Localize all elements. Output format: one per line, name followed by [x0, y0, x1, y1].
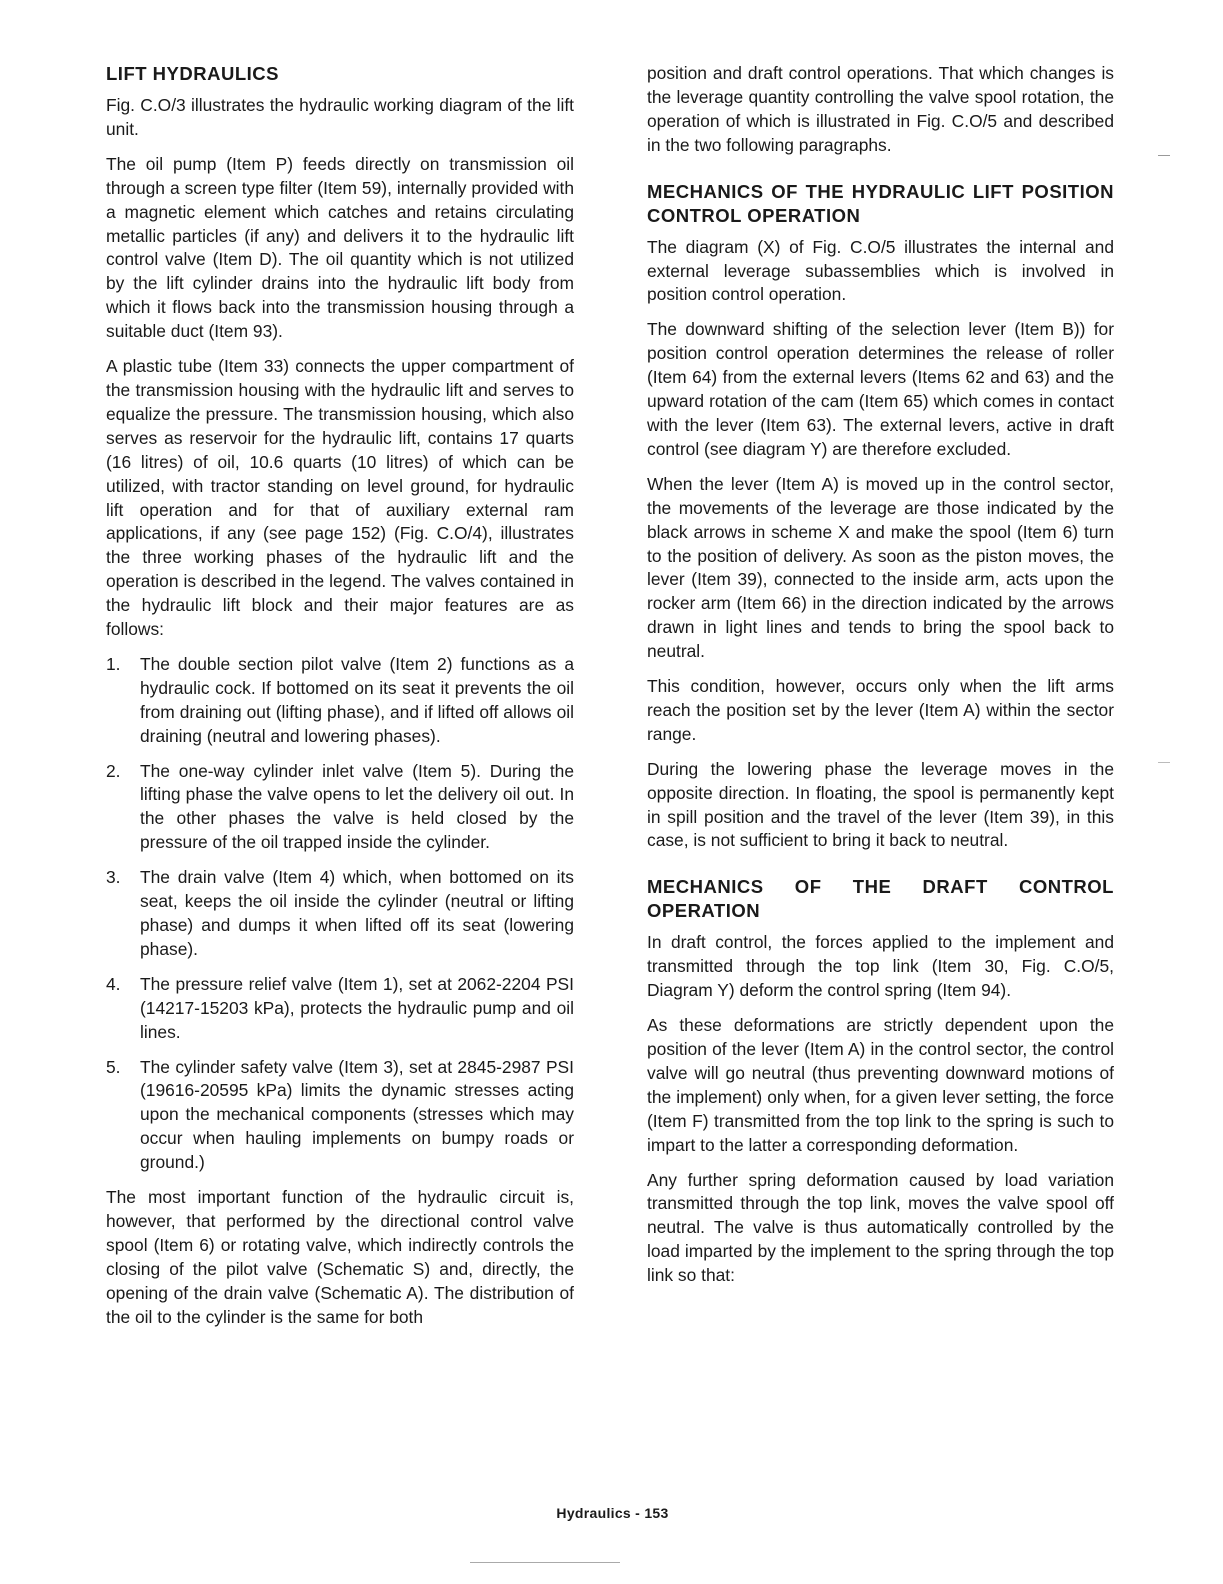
paragraph: The most important function of the hydraulic circuit is, however, that performed by the directional control valve spool (Item 6) or rotating valve, which indirectly controls the closing of the pilot valve (Schematic S) and, directly, the opening of the drain valve (Schematic A). The distribution of the oil to the cylinder is the same for both: [106, 1187, 574, 1327]
page-footer: [0, 1505, 1223, 1521]
paragraph: The oil pump (Item P) feeds directly on transmission oil through a screen type filter (Item 59), internally provided with a magnetic element which catches and retains circulating metallic particles (if any) and delivers it to the hydraulic lift control valve (Item D). The oil quantity which is not utilized by the lift cylinder drains into the hydraulic lift body from which it flows back into the transmission housing through a suitable duct (Item 93).: [106, 153, 574, 342]
list-number: 3.: [106, 867, 121, 888]
list-item: [106, 1056, 574, 1176]
scan-artifact: [1158, 155, 1170, 156]
paragraph: This condition, however, occurs only when the lift arms reach the position set by the lever (Item A) within the sector range.: [647, 676, 1114, 744]
scan-artifact: [1158, 762, 1170, 763]
list-text: The drain valve (Item 4) which, when bottomed on its seat, keeps the oil inside the cylinder (neutral or lifting phase) and dumps it when lifted off its seat (lowering phase).: [140, 867, 574, 959]
page-number-label: Hydraulics - 153: [556, 1505, 669, 1521]
paragraph: The diagram (X) of Fig. C.O/5 illustrates the internal and external leverage subassemblies which is involved in position control operation.: [647, 236, 1114, 305]
section-heading-draft-control: MECHANICS OF THE DRAFT CONTROL OPERATION: [647, 876, 1114, 922]
section-heading-position-control: MECHANICS OF THE HYDRAULIC LIFT POSITION CONTROL OPERATION: [647, 180, 1114, 226]
scan-artifact: [470, 1562, 620, 1563]
list-number: 2.: [106, 760, 121, 781]
paragraph: position and draft control operations. That which changes is the leverage quantity controlling the valve spool rotation, the operation of which is illustrated in Fig. C.O/5 and described in the two following paragraphs.: [647, 63, 1114, 155]
list-item: [106, 866, 574, 962]
paragraph: The downward shifting of the selection lever (Item B)) for position control operation determines the release of roller (Item 64) from the external levers (Items 62 and 63) and the upward rotation of the cam (Item 65) which comes in contact with the lever (Item 63). The external levers, active in draft control (see diagram Y) are therefore excluded.: [647, 319, 1114, 459]
paragraph: In draft control, the forces applied to the implement and transmitted through the top link (Item 30, Fig. C.O/5, Diagram Y) deform the control spring (Item 94).: [647, 932, 1114, 1001]
list-number: 4.: [106, 973, 121, 994]
list-text: The double section pilot valve (Item 2) functions as a hydraulic cock. If bottomed on its seat it prevents the oil from draining out (lifting phase), and if lifted off allows oil draining (neutral and lowering phases).: [140, 653, 574, 746]
list-text: The pressure relief valve (Item 1), set at 2062-2204 PSI (14217-15203 kPa), protects the hydraulic pump and oil lines.: [140, 973, 574, 1042]
list-item: [106, 973, 574, 1045]
paragraph: Any further spring deformation caused by load variation transmitted through the top link, moves the valve spool off neutral. The valve is thus automatically controlled by the load imparted by the implement to the spring through the top link so that:: [647, 1169, 1114, 1286]
right-column: [647, 62, 1114, 1299]
valve-list: [106, 653, 574, 1175]
paragraph: Fig. C.O/3 illustrates the hydraulic working diagram of the lift unit.: [106, 95, 574, 139]
list-number: 5.: [106, 1056, 121, 1077]
paragraph: During the lowering phase the leverage moves in the opposite direction. In floating, the spool is permanently kept in spill position and the travel of the lever (Item 39), in this case, is not sufficient to bring it back to neutral.: [647, 758, 1114, 851]
paragraph: As these deformations are strictly dependent upon the position of the lever (Item A) in the control sector, the control valve will go neutral (thus preventing downward motions of the implement) only when, for a given lever setting, the force (Item F) transmitted from the top link to the spring is such to impart to the latter a corresponding deformation.: [647, 1015, 1114, 1155]
left-column: [106, 62, 574, 1341]
paragraph: When the lever (Item A) is moved up in the control sector, the movements of the leverage are those indicated by the black arrows in scheme X and make the spool (Item 6) turn to the position of delivery. As soon as the piston moves, the lever (Item 39), connected to the inside arm, acts upon the rocker arm (Item 66) in the direction indicated by the arrows drawn in light lines and tends to bring the spool back to neutral.: [647, 473, 1114, 662]
section-heading-lift-hydraulics: LIFT HYDRAULICS: [106, 63, 279, 84]
list-text: The cylinder safety valve (Item 3), set at 2845-2987 PSI (19616-20595 kPa) limits the dynamic stresses acting upon the mechanical components (stresses which may occur when hauling implements on bumpy roads or ground.): [140, 1056, 574, 1173]
list-item: [106, 653, 574, 749]
list-item: [106, 760, 574, 856]
list-text: The one-way cylinder inlet valve (Item 5). During the lifting phase the valve opens to let the delivery oil out. In the other phases the valve is held closed by the pressure of the oil trapped inside the cylinder.: [140, 760, 574, 853]
list-number: 1.: [106, 653, 121, 674]
paragraph: A plastic tube (Item 33) connects the upper compartment of the transmission housing with the hydraulic lift and serves to equalize the pressure. The transmission housing, which also serves as reservoir for the hydraulic lift, contains 17 quarts (16 litres) of oil, 10.6 quarts (10 litres) of which can be utilized, with tractor standing on level ground, for hydraulic lift operation and for that of auxiliary external ram applications, if any (see page 152) (Fig. C.O/4), illustrates the three working phases of the hydraulic lift and the operation is described in the legend. The valves contained in the hydraulic lift block and their major features are as follows:: [106, 356, 574, 640]
